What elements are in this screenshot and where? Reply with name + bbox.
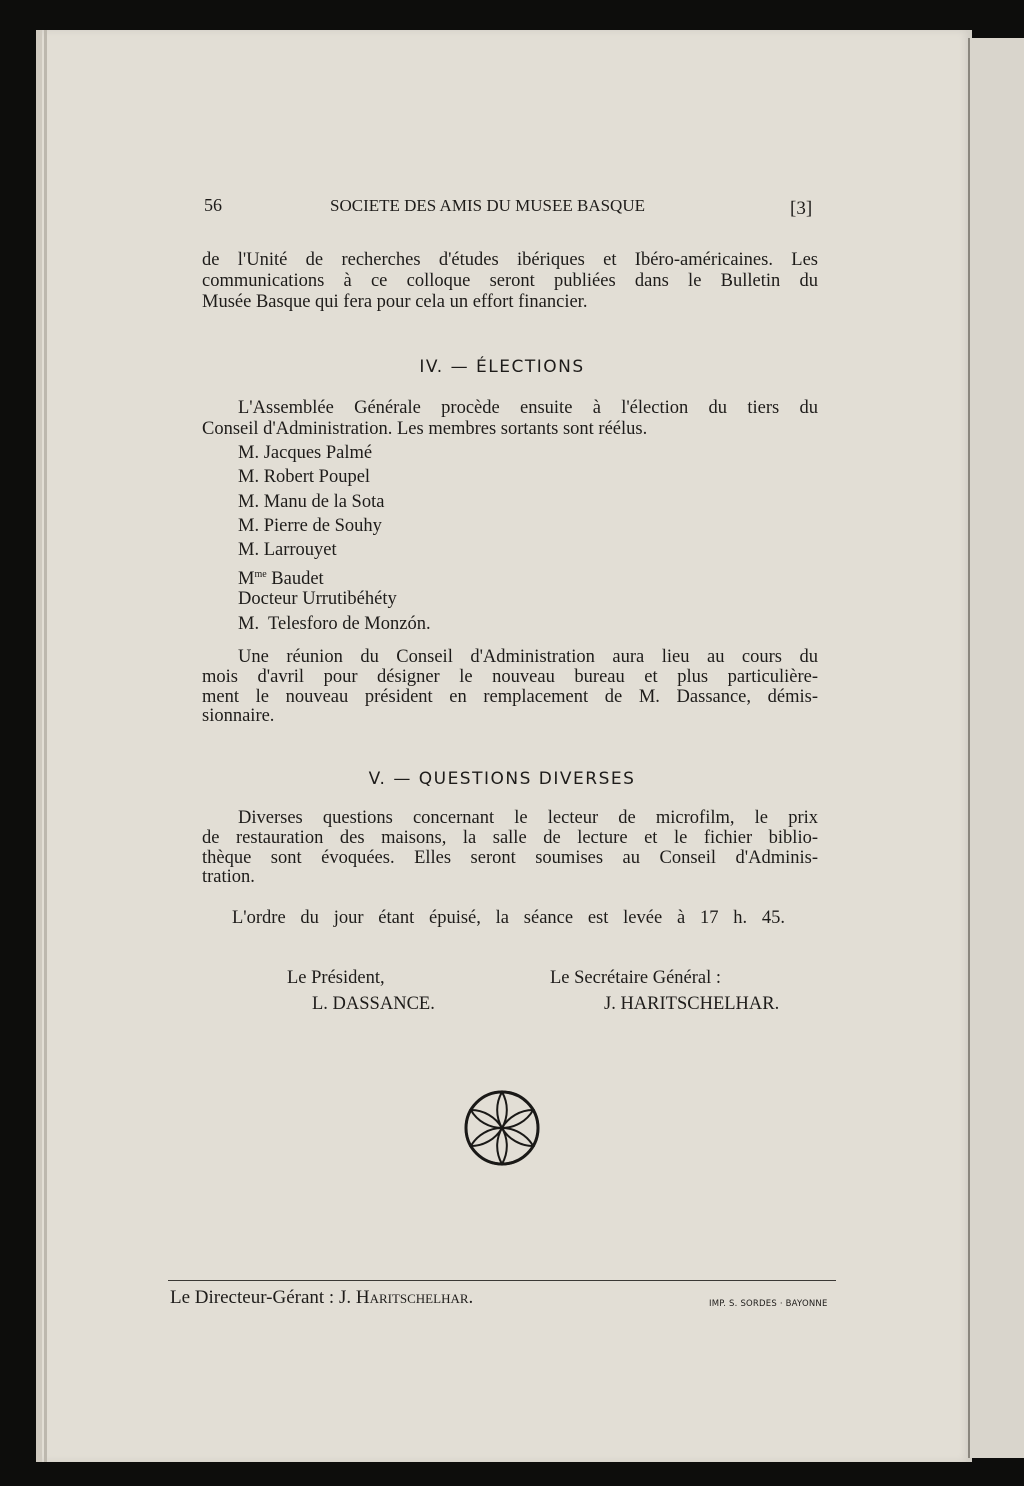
secretary-name: J. HARITSCHELHAR. — [604, 994, 780, 1014]
paragraph-line: thèque sont évoquées. Elles seront soumises au Conseil d'Adminis- — [202, 848, 818, 868]
member-name: M. Pierre de Souhy — [238, 516, 382, 536]
paragraph-line: Une réunion du Conseil d'Administration aura lieu au cours du — [238, 647, 818, 667]
printer-credit: IMP. S. SORDES · BAYONNE — [709, 1299, 828, 1309]
member-name: M. Manu de la Sota — [238, 492, 385, 512]
president-name: L. DASSANCE. — [312, 994, 435, 1014]
paragraph-line: Diverses questions concernant le lecteur de microfilm, le prix — [238, 808, 818, 828]
paragraph-line: tration. — [202, 867, 255, 887]
footer-rule — [168, 1280, 836, 1281]
member-surname: Baudet — [271, 569, 324, 590]
member-name: M. Larrouyet — [238, 540, 337, 560]
intro-line: communications à ce colloque seront publiées dans le Bulletin du — [202, 271, 818, 291]
adjacent-page — [968, 38, 1024, 1458]
member-name: M. Jacques Palmé — [238, 443, 373, 463]
hexafoil-rosette-emblem — [462, 1088, 542, 1168]
page-number: 56 — [204, 195, 222, 215]
paragraph-line: Conseil d'Administration. Les membres sortants sont réélus. — [202, 419, 648, 439]
section-heading-elections: IV. — ÉLECTIONS — [419, 357, 585, 377]
paragraph-line: L'Assemblée Générale procède ensuite à l'élection du tiers du — [238, 398, 818, 418]
secretary-title: Le Secrétaire Général : — [550, 968, 722, 988]
page-edge — [44, 30, 47, 1462]
member-name — [238, 564, 324, 590]
director-name: Haritschelhar. — [355, 1287, 474, 1308]
member-name: Docteur Urrutibéhéty — [238, 589, 397, 609]
title-prefix: M — [238, 569, 255, 590]
running-title: SOCIETE DES AMIS DU MUSEE BASQUE — [330, 196, 645, 215]
member-name: M. Telesforo de Monzón. — [238, 614, 431, 634]
president-title: Le Président, — [287, 968, 385, 988]
director-label: Le Directeur-Gérant : J. — [170, 1287, 356, 1308]
book-page — [36, 30, 972, 1462]
paragraph-line: sionnaire. — [202, 706, 275, 726]
intro-line: de l'Unité de recherches d'études ibériques et Ibéro-américaines. Les — [202, 250, 818, 270]
title-superscript: me — [254, 569, 267, 580]
member-name: M. Robert Poupel — [238, 467, 371, 487]
paragraph-line: mois d'avril pour désigner le nouveau bureau et plus particulière- — [202, 667, 818, 687]
section-ref: [3] — [790, 198, 813, 219]
closing-line: L'ordre du jour étant épuisé, la séance est levée à 17 h. 45. — [232, 908, 785, 928]
section-heading-questions: V. — QUESTIONS DIVERSES — [368, 769, 636, 789]
director-credit — [170, 1287, 473, 1309]
intro-line: Musée Basque qui fera pour cela un effort financier. — [202, 292, 588, 312]
paragraph-line: de restauration des maisons, la salle de lecture et le fichier biblio- — [202, 828, 818, 848]
paragraph-line: ment le nouveau président en remplacement de M. Dassance, démis- — [202, 687, 818, 707]
